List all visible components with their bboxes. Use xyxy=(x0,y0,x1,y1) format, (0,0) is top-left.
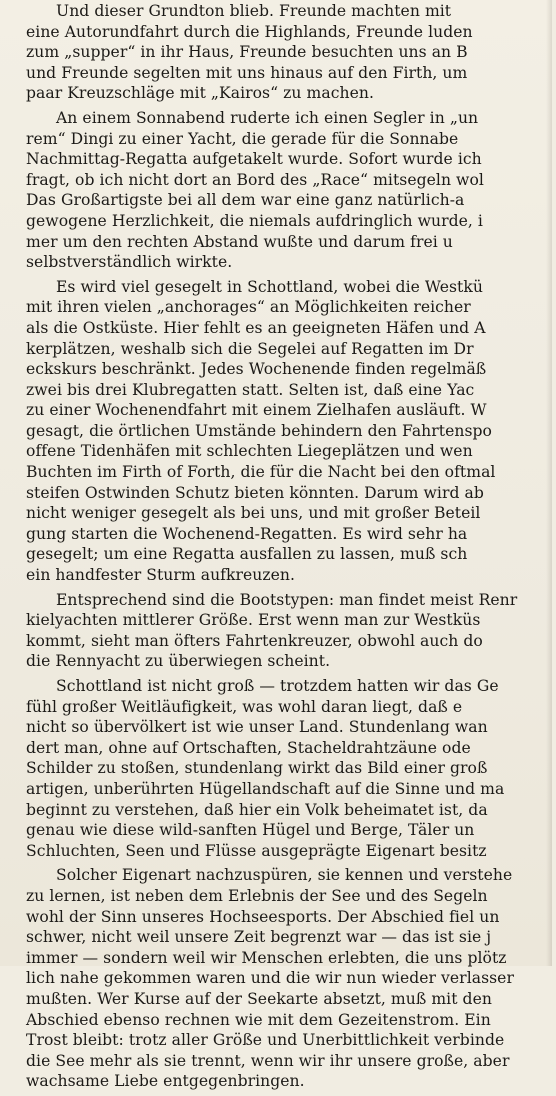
text-line: mer um den rechten Abstand wußte und darum frei u xyxy=(26,232,453,251)
page-edge-shadow xyxy=(546,0,552,966)
text-line: die See mehr als sie trennt, wenn wir ihr unsere große, aber xyxy=(26,1051,510,1070)
text-line: paar Kreuzschläge mit „Kairos“ zu machen. xyxy=(26,84,374,103)
text-line: artigen, unberührten Hügellandschaft auf die Sinne und ma xyxy=(26,779,505,798)
text-line: Das Großartigste bei all dem war eine ganz natürlich-a xyxy=(26,191,465,210)
text-line: ein handfester Sturm aufkreuzen. xyxy=(26,566,296,585)
text-line: eckskurs beschränkt. Jedes Wochenende finden regelmäß xyxy=(26,360,487,379)
text-line: zu lernen, ist neben dem Erlebnis der See und des Segeln xyxy=(26,886,488,905)
text-line: mußten. Wer Kurse auf der Seekarte absetzt, muß mit den xyxy=(26,989,492,1008)
text-line: rem“ Dingi zu einer Yacht, die gerade für die Sonnabe xyxy=(26,129,459,148)
text-line: Es wird viel gesegelt in Schottland, wobei die Westkü xyxy=(56,277,483,296)
text-line: gesagt, die örtlichen Umstände behindern den Fahrtenspo xyxy=(26,421,492,440)
text-line: gesegelt; um eine Regatta ausfallen zu lassen, muß sch xyxy=(26,545,468,564)
paragraph xyxy=(26,865,556,1092)
text-line: nicht weniger gesegelt als bei uns, und mit großer Beteil xyxy=(26,504,481,523)
text-line: gewogene Herzlichkeit, die niemals aufdringlich wurde, i xyxy=(26,211,483,230)
text-line: eine Autorundfahrt durch die Highlands, Freunde luden xyxy=(26,22,473,41)
text-line: Trost bleibt: trotz aller Größe und Unerbittlichkeit verbinde xyxy=(26,1031,505,1050)
text-line: Buchten im Firth of Forth, die für die Nacht bei den oftmal xyxy=(26,463,496,482)
text-line: die Rennyacht zu überwiegen scheint. xyxy=(26,652,331,671)
text-line: Schottland ist nicht groß — trotzdem hatten wir das Ge xyxy=(56,677,499,695)
text-line: gung starten die Wochenend-Regatten. Es wird sehr ha xyxy=(26,524,468,543)
paragraph xyxy=(26,277,556,586)
text-line: schwer, nicht weil unsere Zeit begrenzt war — das ist sie j xyxy=(26,928,492,947)
text-line: kielyachten mittlerer Größe. Erst wenn man zur Westküs xyxy=(26,611,481,630)
text-line: beginnt zu verstehen, daß hier ein Volk beheimatet ist, da xyxy=(26,800,488,819)
text-line: zum „supper“ in ihr Haus, Freunde besuchten uns an B xyxy=(26,43,468,62)
text-line: zu einer Wochenendfahrt mit einem Zielhafen ausläuft. W xyxy=(26,401,487,420)
text-line: offene Tidenhäfen mit schlechten Liegeplätzen und wen xyxy=(26,442,473,461)
text-line: mit ihren vielen „anchorages“ an Möglichkeiten reicher xyxy=(26,298,471,317)
article-body xyxy=(26,1,556,1096)
text-line: wachsame Liebe entgegenbringen. xyxy=(26,1072,305,1091)
text-line: kerplätzen, weshalb sich die Segelei auf Regatten im Dr xyxy=(26,339,474,358)
text-line: An einem Sonnabend ruderte ich einen Segler in „un xyxy=(56,108,479,127)
text-line: selbstverständlich wirkte. xyxy=(26,253,233,272)
text-line: zwei bis drei Klubregatten statt. Selten ist, daß eine Yac xyxy=(26,380,475,399)
text-line: fragt, ob ich nicht dort an Bord des „Race“ mitsegeln wol xyxy=(26,170,484,189)
text-line: immer — sondern weil wir Menschen erlebten, die uns plötz xyxy=(26,948,507,967)
text-line: Entsprechend sind die Bootstypen: man findet meist Renr xyxy=(56,590,518,609)
text-line: Und dieser Grundton blieb. Freunde machten mit xyxy=(56,2,452,20)
text-line: Schilder zu stoßen, stundenlang wirkt das Bild einer groß xyxy=(26,759,488,778)
text-line: wohl der Sinn unseres Hochseesports. Der Abschied fiel un xyxy=(26,907,500,926)
text-line: fühl großer Weitläufigkeit, was wohl daran liegt, daß e xyxy=(26,697,463,716)
text-line: nicht so übervölkert ist wie unser Land. Stundenlang wan xyxy=(26,718,488,737)
text-line: Schluchten, Seen und Flüsse ausgeprägte Eigenart besitz xyxy=(26,841,487,860)
text-line: lich nahe gekommen waren und die wir nun wieder verlasser xyxy=(26,969,514,988)
text-line: kommt, sieht man öfters Fahrtenkreuzer, obwohl auch do xyxy=(26,631,483,650)
paragraph xyxy=(26,676,556,861)
text-line: Nachmittag-Regatta aufgetakelt wurde. Sofort wurde ich xyxy=(26,150,482,169)
text-line: steifen Ostwinden Schutz bieten könnten. Darum wird ab xyxy=(26,483,484,502)
text-line: dert man, ohne auf Ortschaften, Stacheldrahtzäune ode xyxy=(26,738,471,757)
text-line: als die Ostküste. Hier fehlt es an geeigneten Häfen und A xyxy=(26,318,486,337)
paragraph xyxy=(26,1,556,104)
paragraph xyxy=(26,590,556,672)
paragraph xyxy=(26,108,556,273)
text-line: und Freunde segelten mit uns hinaus auf den Firth, um xyxy=(26,63,468,82)
text-line: Solcher Eigenart nachzuspüren, sie kennen und verstehe xyxy=(56,866,513,885)
text-line: Abschied ebenso rechnen wie mit dem Gezeitenstrom. Ein xyxy=(26,1010,491,1029)
text-line: genau wie diese wild-sanften Hügel und Berge, Täler un xyxy=(26,821,475,840)
